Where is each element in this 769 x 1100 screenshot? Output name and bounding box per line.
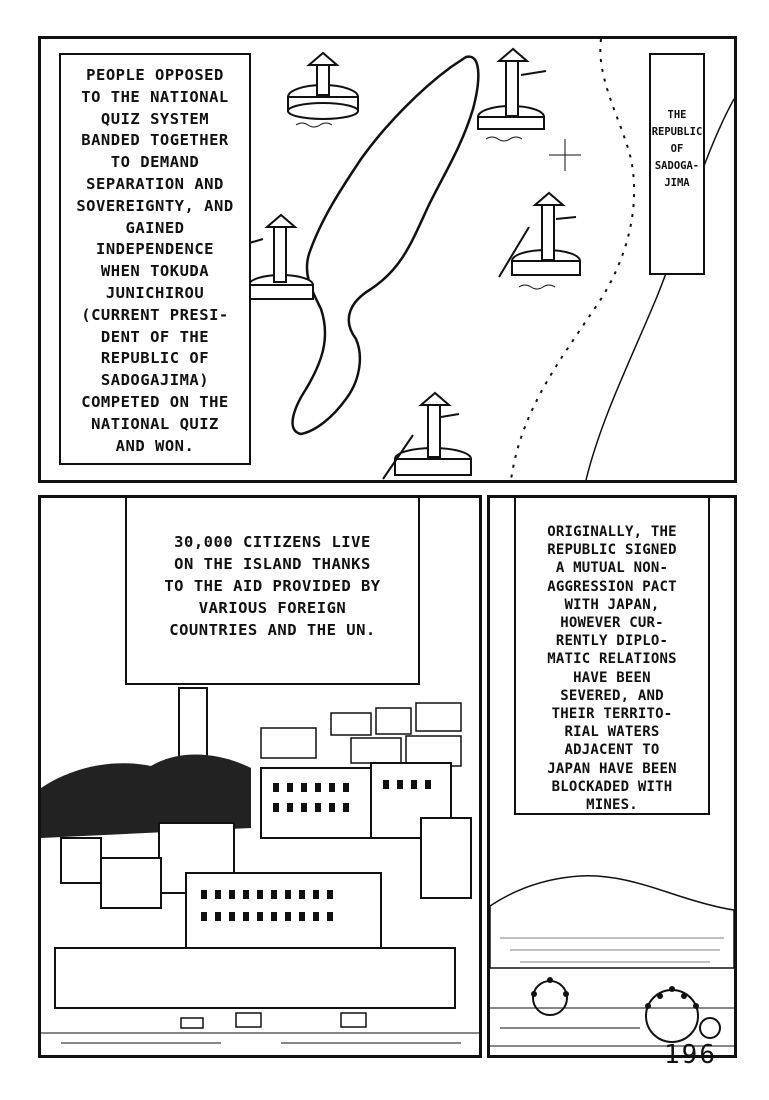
map-label-box bbox=[649, 53, 705, 275]
boat-4 bbox=[499, 193, 580, 277]
mountain bbox=[490, 876, 734, 968]
crosshair-mark bbox=[549, 139, 581, 171]
caption-citizens bbox=[125, 495, 420, 685]
boat-2 bbox=[478, 49, 546, 129]
water-lines bbox=[41, 1033, 479, 1043]
boat-3 bbox=[246, 215, 313, 299]
sea-wall bbox=[55, 948, 455, 1008]
panel-city bbox=[38, 495, 482, 1058]
map-label-text: THE REPUBLIC OF SADOGA- JIMA bbox=[651, 109, 703, 189]
caption-relations bbox=[514, 495, 710, 815]
ships bbox=[181, 1013, 366, 1028]
caption-relations-text: ORIGINALLY, THE REPUBLIC SIGNED A MUTUAL NON- AGGRESSION PACT WITH JAPAN, HOWEVER CUR- RENTLY DIPLO- MATIC RELATIONS HAVE BEEN SEVERED, AND THEIR TERRITO- RIAL WATERS ADJACENT TO JAPAN HAVE BEEN BLOCKADED WITH MINES. bbox=[547, 524, 677, 814]
boat-1 bbox=[288, 53, 358, 119]
panel-map bbox=[38, 36, 737, 483]
page-number: 196 bbox=[664, 1040, 717, 1070]
caption-independence bbox=[59, 53, 251, 465]
hillside-houses bbox=[261, 703, 461, 766]
caption-independence-text: PEOPLE OPPOSED TO THE NATIONAL QUIZ SYSTEM BANDED TOGETHER TO DEMAND SEPARATION AND SOVEREIGNTY, AND GAINED INDEPENDENCE WHEN TOKUDA JUNICHIROU (CURRENT PRESI- DENT OF THE REPUBLIC OF SADOGAJIMA) COMPETED ON THE NATIONAL QUIZ AND WON. bbox=[76, 66, 234, 455]
boat-5 bbox=[383, 393, 471, 479]
panel-mines bbox=[487, 495, 737, 1058]
sea-mines bbox=[533, 981, 720, 1042]
caption-citizens-text: 30,000 CITIZENS LIVE ON THE ISLAND THANKS TO THE AID PROVIDED BY VARIOUS FOREIGN COUNTRIES AND THE UN. bbox=[164, 533, 381, 639]
